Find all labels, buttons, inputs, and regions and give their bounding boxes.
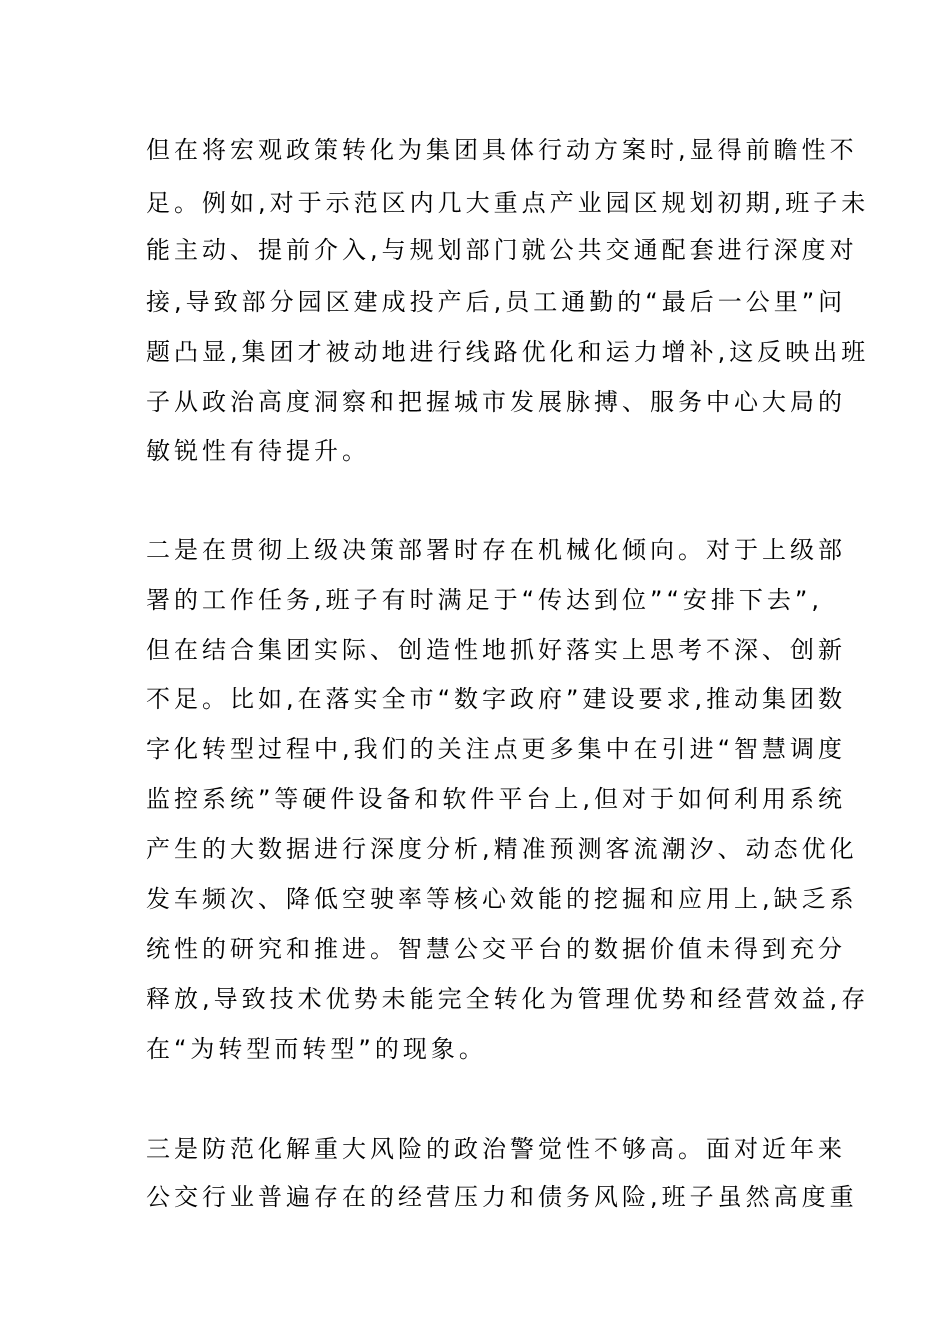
- text-line: 释放,导致技术优势未能完全转化为管理优势和经营效益,存: [146, 985, 870, 1013]
- text-line: 接,导致部分园区建成投产后,员工通勤的“最后一公里”问: [146, 288, 847, 316]
- text-line: 三是防范化解重大风险的政治警觉性不够高。面对近年来: [146, 1135, 846, 1163]
- text-line: 敏锐性有待提升。: [146, 437, 370, 465]
- text-line: 统性的研究和推进。智慧公交平台的数据价值未得到充分: [146, 935, 846, 963]
- text-line: 公交行业普遍存在的经营压力和债务风险,班子虽然高度重: [146, 1183, 858, 1211]
- text-line: 二是在贯彻上级决策部署时存在机械化倾向。对于上级部: [146, 536, 846, 564]
- text-line: 署的工作任务,班子有时满足于“传达到位”“安排下去”,: [146, 586, 823, 614]
- text-line: 题凸显,集团才被动地进行线路优化和运力增补,这反映出班: [146, 338, 870, 366]
- text-line: 但在将宏观政策转化为集团具体行动方案时,显得前瞻性不: [146, 136, 858, 164]
- text-line: 监控系统”等硬件设备和软件平台上,但对于如何利用系统: [146, 785, 847, 813]
- text-line: 发车频次、降低空驶率等核心效能的挖掘和应用上,缺乏系: [146, 885, 858, 913]
- text-line: 字化转型过程中,我们的关注点更多集中在引进“智慧调度: [146, 735, 847, 763]
- text-line: 不足。比如,在落实全市“数字政府”建设要求,推动集团数: [146, 685, 847, 713]
- text-line: 但在结合集团实际、创造性地抓好落实上思考不深、创新: [146, 636, 846, 664]
- text-line: 在“为转型而转型”的现象。: [146, 1035, 487, 1063]
- text-line: 产生的大数据进行深度分析,精准预测客流潮汐、动态优化: [146, 835, 858, 863]
- text-line: 子从政治高度洞察和把握城市发展脉搏、服务中心大局的: [146, 388, 846, 416]
- text-line: 足。例如,对于示范区内几大重点产业园区规划初期,班子未: [146, 189, 870, 217]
- text-line: 能主动、提前介入,与规划部门就公共交通配套进行深度对: [146, 236, 858, 264]
